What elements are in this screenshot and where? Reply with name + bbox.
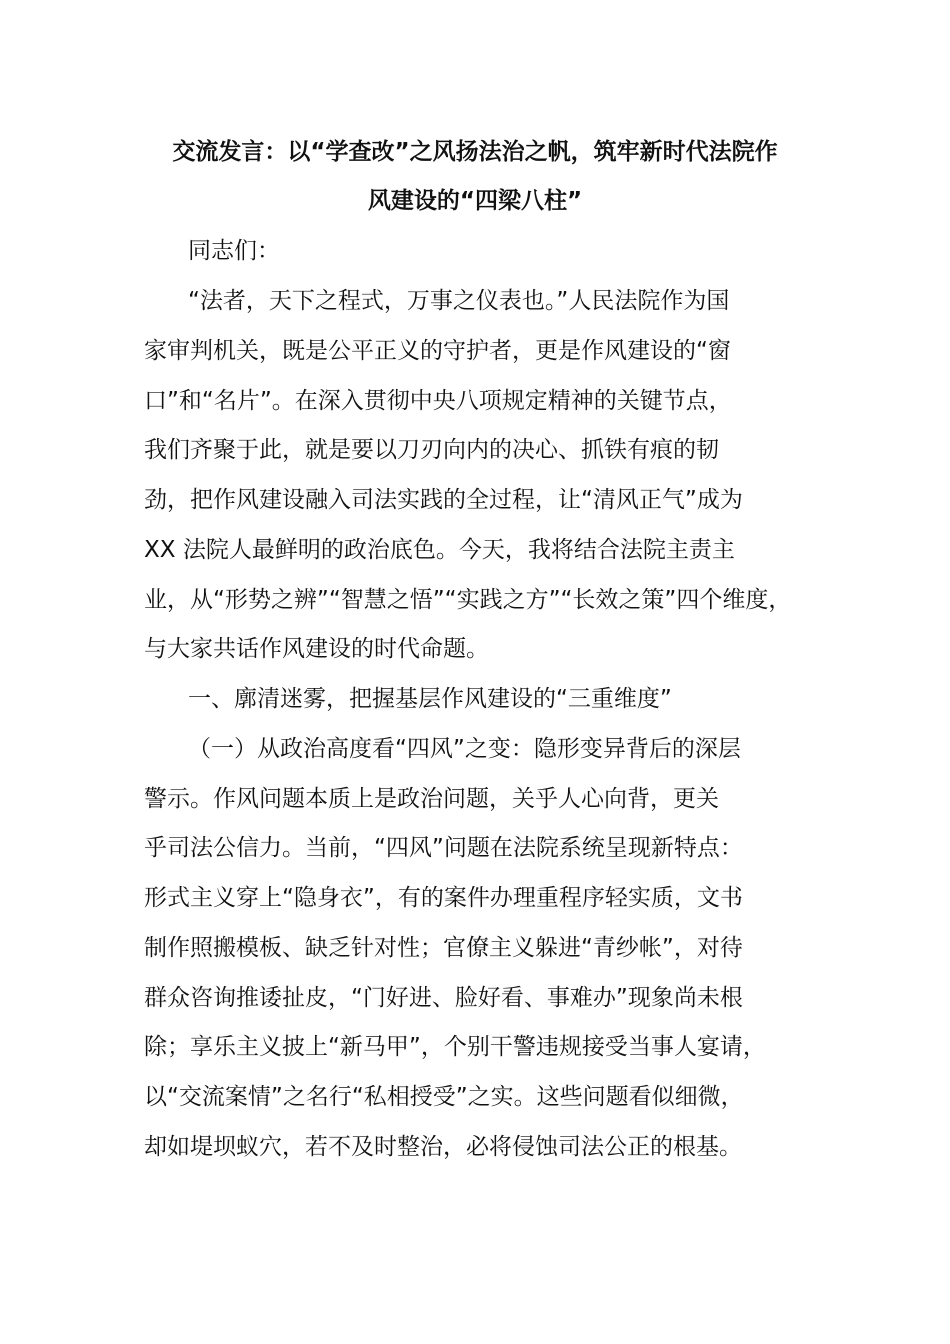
paragraph-line: 群众咨询推诿扯皮，“门好进、脸好看、事难办”现象尚未根 bbox=[144, 985, 743, 1011]
paragraph-line: 口”和“名片”。在深入贯彻中央八项规定精神的关键节点， bbox=[144, 388, 732, 414]
paragraph-line: 劲，把作风建设融入司法实践的全过程，让“清风正气”成为 bbox=[144, 487, 743, 513]
document-title-line-1: 交流发言：以“学查改”之风扬法治之帆，筑牢新时代法院作 bbox=[172, 139, 778, 165]
salutation: 同志们： bbox=[188, 238, 280, 264]
paragraph-line: 与大家共话作风建设的时代命题。 bbox=[144, 636, 489, 662]
paragraph-line: “法者，天下之程式，万事之仪表也。”人民法院作为国 bbox=[188, 288, 730, 314]
paragraph-line: 我们齐聚于此，就是要以刀刃向内的决心、抓铁有痕的韧 bbox=[144, 437, 719, 463]
paragraph-line: 除；享乐主义披上“新马甲”，个别干警违规接受当事人宴请， bbox=[144, 1034, 766, 1060]
paragraph-line: 以“交流案情”之名行“私相授受”之实。这些问题看似细微， bbox=[144, 1084, 744, 1110]
paragraph-line: 制作照搬模板、缺乏针对性；官僚主义躲进“青纱帐”，对待 bbox=[144, 935, 743, 961]
paragraph-line: 却如堤坝蚁穴，若不及时整治，必将侵蚀司法公正的根基。 bbox=[144, 1134, 742, 1160]
paragraph-line: 警示。作风问题本质上是政治问题，关乎人心向背，更关 bbox=[144, 786, 719, 812]
paragraph-line: XX 法院人最鲜明的政治底色。今天，我将结合法院主责主 bbox=[144, 537, 735, 563]
subsection-heading-line: （一）从政治高度看“四风”之变：隐形变异背后的深层 bbox=[188, 736, 741, 762]
section-heading: 一、廓清迷雾，把握基层作风建设的“三重维度” bbox=[188, 686, 672, 712]
paragraph-line: 形式主义穿上“隐身衣”，有的案件办理重程序轻实质，文书 bbox=[144, 885, 743, 911]
paragraph-line: 乎司法公信力。当前，“四风”问题在法院系统呈现新特点： bbox=[144, 835, 743, 861]
document-title-line-2: 风建设的“四梁八柱” bbox=[367, 188, 583, 214]
paragraph-line: 业，从“形势之辨”“智慧之悟”“实践之方”“长效之策”四个维度， bbox=[144, 587, 792, 613]
paragraph-line: 家审判机关，既是公平正义的守护者，更是作风建设的“窗 bbox=[144, 338, 731, 364]
